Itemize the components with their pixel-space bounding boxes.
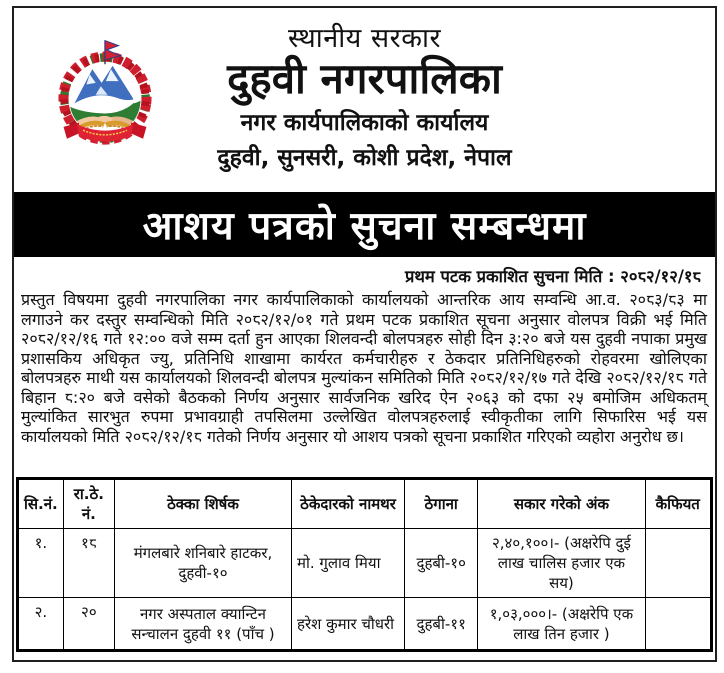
cell-accepted-amount: २,४०,१००।- (अक्षरेपि दुई लाख चालिस हजार एक सय) [478, 529, 645, 598]
table-row [18, 529, 712, 598]
letterhead [14, 8, 715, 192]
cell-contractor-name: मो. गुलाव मिया [292, 529, 405, 598]
notice-page [12, 6, 717, 662]
notice-banner [14, 192, 715, 257]
cell-contract-no: २० [63, 598, 114, 651]
cell-contract-no: १८ [63, 529, 114, 598]
government-label: स्थानीय सरकार [288, 23, 441, 54]
published-date-line: प्रथम पटक प्रकाशित सुचना मिति : २०८२/१२/१८ [404, 267, 701, 286]
col-header-address: ठेगाना [405, 479, 478, 529]
nepal-coat-of-arms [50, 30, 160, 156]
notice-banner-title: आशय पत्रको सुचना सम्बन्धमा [142, 204, 587, 249]
municipality-title: दुहवी नगरपालिका [227, 54, 502, 103]
cell-contract-title: मंगलबारे शनिबारे हाटकर, दुहवी-१० [114, 529, 291, 598]
nepal-emblem-icon [50, 30, 160, 156]
col-header-contract-no: रा.ठे. नं. [63, 479, 114, 529]
col-header-remarks: कैफियत [645, 479, 711, 529]
table-header-row [18, 479, 712, 529]
cell-remarks [645, 598, 711, 651]
intent-notice-table [16, 477, 713, 652]
cell-contract-title: नगर अस्पताल क्यान्टिन सन्चालन दुहवी ११ (पाँच ) [114, 598, 291, 651]
cell-serial-no: २. [18, 598, 64, 651]
notice-body-paragraph: प्रस्तुत विषयमा दुहवी नगरपालिका नगर कार्यपालिकाको कार्यालयको आन्तरिक आय सम्वन्धि आ.व. २०८३/८३ मा लगाउने कर दस्तुर सम्वन्धिको मिति २०८२/१२/०१ गते प्रथम पटक प्रकाशित सूचना अनुसार वोलपत्र विक्री भई मिति २०८२/१२/१६ गते १२:०० वजे सम्म दर्ता हुन आएका शिलवन्दी बोलपत्रहरु सोही दिन ३:२० बजे यस दुहवी नपाका प्रमुख प्रशासकिय अधिकृत ज्यु, प्रतिनिधि शाखामा कार्यरत कर्मचारीहरु र ठेकदार प्रतिनिधिहरुको रोहवरमा खोलिएका बोलपत्रहरु माथी यस कार्यालयको शिलवन्दी बोलपत्र मुल्यांकन समितिको मिति २०८२/१२/१७ गते देखि २०८२/१२/१८ गते बिहान ८:२० बजे वसेको बैठकको निर्णय अनुसार सार्वजनिक खरिद ऐन २०६३ को दफा २५ बमोजिम अधिकतम् मुल्यांकित सारभुत रुपमा प्रभावग्राही तपसिलमा उल्लेखित वोलपत्रहरुलाई स्वीकृतीका लागि सिफारिस भई यस कार्यालयको मिति २०८२/१२/१८ गतेको निर्णय अनुसार यो आशय पत्रको सूचना प्रकाशित गरिएको व्यहोरा अनुरोध छ। [21, 290, 707, 446]
cell-address: दुहबी-१० [405, 529, 478, 598]
col-header-contract-title: ठेक्का शिर्षक [114, 479, 291, 529]
office-label: नगर कार्यपालिकाको कार्यालय [240, 110, 489, 137]
table-row [18, 598, 712, 651]
cell-serial-no: १. [18, 529, 64, 598]
cell-accepted-amount: १,०३,०००।- (अक्षरेपि एक लाख तिन हजार ) [478, 598, 645, 651]
col-header-accepted-amount: सकार गरेको अंक [478, 479, 645, 529]
cell-remarks [645, 529, 711, 598]
cell-contractor-name: हरेश कुमार चौधरी [292, 598, 405, 651]
col-header-serial-no: सि.नं. [18, 479, 64, 529]
cell-address: दुहबी-११ [405, 598, 478, 651]
address-label: दुहवी, सुनसरी, कोशी प्रदेश, नेपाल [217, 145, 512, 172]
col-header-contractor-name: ठेकेदारको नामथर [292, 479, 405, 529]
